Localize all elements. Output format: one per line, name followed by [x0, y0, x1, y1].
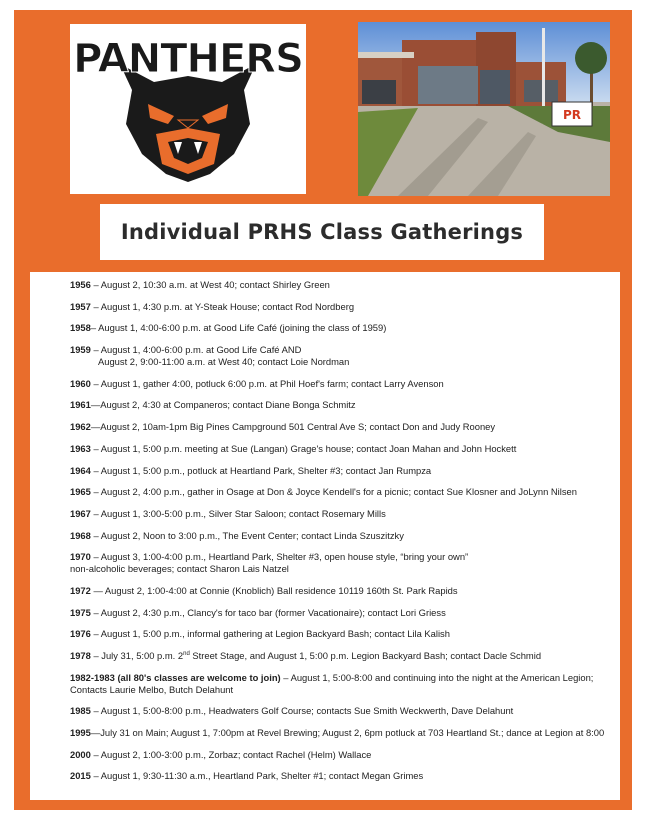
class-year: 1985	[70, 705, 91, 717]
class-gathering-entry	[70, 551, 616, 575]
class-gathering-entry	[70, 344, 616, 368]
gathering-details-line2: August 2, 9:00-11:00 a.m. at West 40; contact Loie Nordman	[98, 356, 350, 368]
class-year: 1970	[70, 551, 91, 563]
class-gathering-entry	[70, 628, 616, 640]
class-gathering-entry	[70, 486, 616, 498]
class-year: 1956	[70, 279, 91, 290]
gathering-details: – August 1, gather 4:00, potluck 6:00 p.m. at Phil Hoef's farm; contact Larry Avenson	[90, 377, 444, 389]
gathering-details: – August 2, 4:00 p.m., gather in Osage at Don & Joyce Kendell's for a picnic; contact Sue Klosner and JoLynn Nilsen	[90, 486, 577, 498]
gathering-details: – August 1, 4:30 p.m. at Y-Steak House; contact Rod Nordberg	[90, 300, 355, 312]
class-year: 1975	[70, 606, 91, 618]
class-year: 1968	[70, 529, 91, 541]
gathering-details-line2: Contacts Laurie Melbo, Butch Delahunt	[70, 683, 234, 695]
class-gathering-entry	[70, 727, 616, 739]
class-year: 1976	[70, 628, 91, 640]
class-gathering-entry	[70, 650, 616, 662]
sign-text: PR	[562, 108, 582, 122]
gathering-details: – August 3, 1:00-4:00 p.m., Heartland Park, Shelter #3, open house style, “bring your own”	[90, 551, 469, 563]
gathering-details: – August 1, 4:00-6:00 p.m. at Good Life Café AND	[90, 344, 302, 356]
class-gathering-entry	[70, 378, 616, 390]
panthers-logo	[70, 24, 306, 194]
class-year: 1957	[70, 300, 91, 312]
gathering-details: — August 2, 1:00-4:00 at Connie (Knoblich) Ball residence 10119 160th St. Park Rapids	[90, 584, 458, 596]
gathering-details: – August 1, 5:00-8:00 and continuing into the night at the American Legion;	[280, 671, 594, 683]
class-year: 1960	[70, 377, 91, 389]
class-year: 1965	[70, 486, 91, 498]
gathering-details: – August 1, 9:30-11:30 a.m., Heartland Park, Shelter #1; contact Megan Grimes	[90, 770, 424, 782]
class-year: 1958	[70, 322, 91, 334]
class-year: 1967	[70, 507, 91, 519]
title-banner	[100, 204, 544, 260]
gatherings-panel	[30, 272, 620, 800]
gathering-details: – August 1, 5:00 p.m., potluck at Heartland Park, Shelter #3; contact Jan Rumpza	[90, 464, 432, 476]
gathering-details: – July 31, 5:00 p.m. 2	[90, 650, 184, 661]
class-gathering-entry	[70, 705, 616, 717]
class-gathering-entry	[70, 399, 616, 411]
gatherings-list	[70, 279, 616, 792]
class-gathering-entry	[70, 585, 616, 597]
page-title: Individual PRHS Class Gatherings	[120, 220, 524, 244]
class-gathering-entry	[70, 530, 616, 542]
orange-flyer-background	[14, 10, 632, 810]
class-gathering-entry	[70, 322, 616, 334]
class-year: 1972	[70, 584, 91, 596]
class-year: 1963	[70, 442, 91, 454]
ordinal-suffix: nd	[183, 650, 190, 657]
school-building-icon	[358, 22, 610, 196]
class-gathering-entry	[70, 607, 616, 619]
class-year: 2000	[70, 748, 91, 760]
class-year: 1961	[70, 399, 91, 411]
gathering-details: – August 2, 4:30 p.m., Clancy's for taco bar (former Vacationaire); contact Lori Griess	[90, 606, 446, 618]
class-gathering-entry	[70, 749, 616, 761]
class-gathering-entry	[70, 301, 616, 313]
class-gathering-entry	[70, 443, 616, 455]
class-year: 2015	[70, 770, 91, 782]
gathering-details: – August 2, 1:00-3:00 p.m., Zorbaz; contact Rachel (Helm) Wallace	[90, 748, 372, 760]
gathering-details: – August 2, 10:30 a.m. at West 40; contact Shirley Green	[90, 279, 330, 290]
class-year: 1978	[70, 650, 91, 661]
class-gathering-entry	[70, 672, 616, 696]
class-year: 1959	[70, 344, 91, 356]
class-gathering-entry	[70, 279, 616, 291]
gathering-details: – August 1, 5:00-8:00 p.m., Headwaters Golf Course; contacts Sue Smith Weckwerth, Dave Delahunt	[90, 705, 514, 717]
class-gathering-entry	[70, 465, 616, 477]
class-year: 1995	[70, 727, 91, 739]
class-gathering-entry	[70, 508, 616, 520]
class-gathering-entry	[70, 421, 616, 433]
class-year: 1962	[70, 421, 91, 433]
gathering-details: —July 31 on Main; August 1, 7:00pm at Revel Brewing; August 2, 6pm potluck at 703 Heartland St.; dance at Legion at 8:00	[90, 727, 605, 739]
class-year: 1982-1983 (all 80's classes are welcome to join)	[70, 671, 281, 683]
panther-head-icon	[70, 24, 306, 194]
gathering-details: – August 2, Noon to 3:00 p.m., The Event Center; contact Linda Szuszitzky	[90, 529, 404, 541]
school-building-photo	[358, 22, 610, 196]
gathering-details: —August 2, 4:30 at Companeros; contact Diane Bonga Schmitz	[90, 399, 356, 411]
class-gathering-entry	[70, 770, 616, 782]
class-year: 1964	[70, 464, 91, 476]
logo-text: PANTHERS	[73, 36, 303, 82]
gathering-details: —August 2, 10am-1pm Big Pines Campground 501 Central Ave S; contact Don and Judy Rooney	[90, 421, 496, 433]
gathering-details: – August 1, 3:00-5:00 p.m., Silver Star Saloon; contact Rosemary Mills	[90, 507, 386, 519]
gathering-details: – August 1, 5:00 p.m., informal gathering at Legion Backyard Bash; contact Lila Kalish	[90, 628, 450, 640]
gathering-details-line2: non-alcoholic beverages; contact Sharon Lais Natzel	[70, 563, 289, 575]
gathering-details-continued: Street Stage, and August 1, 5:00 p.m. Legion Backyard Bash; contact Dacle Schmid	[189, 650, 542, 661]
gathering-details: – August 1, 4:00-6:00 p.m. at Good Life Café (joining the class of 1959)	[90, 322, 387, 334]
gathering-details: – August 1, 5:00 p.m. meeting at Sue (Langan) Grage's house; contact Joan Mahan and John Hockett	[90, 442, 517, 454]
